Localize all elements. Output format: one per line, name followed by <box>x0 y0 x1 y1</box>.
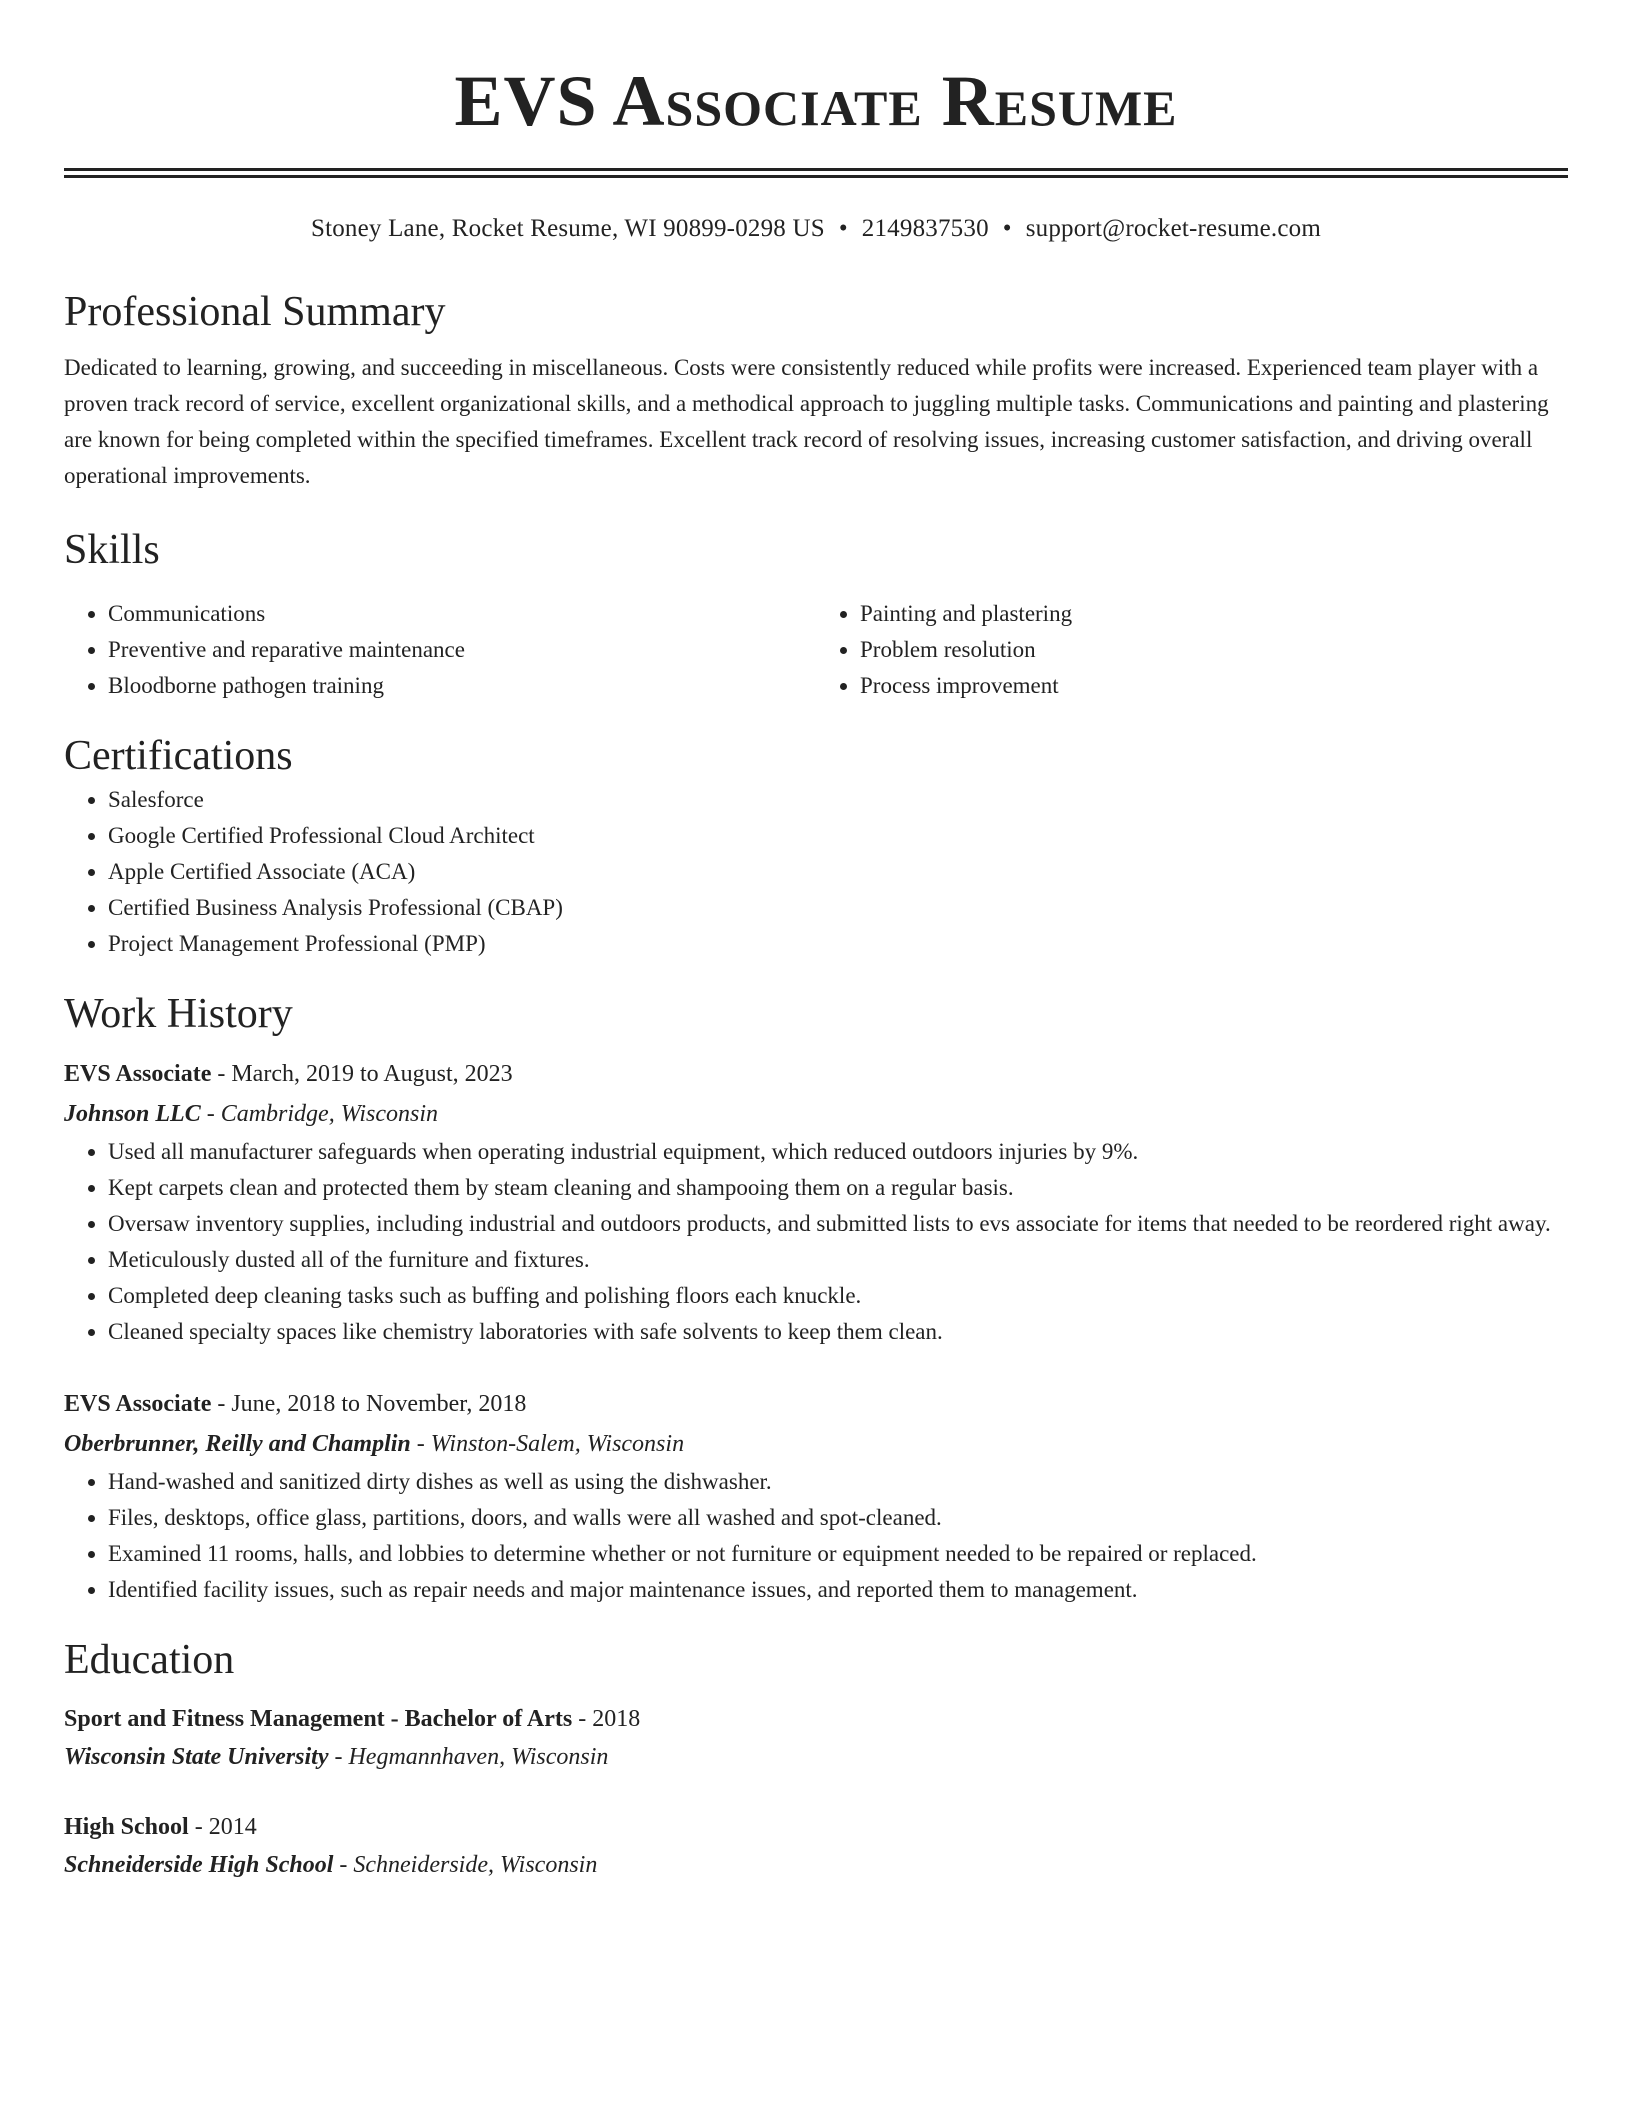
school-line <box>64 1846 1568 1884</box>
job-bullet: • Kept carpets clean and protected them by steam cleaning and shampooing them on a regular basis. <box>108 1170 1568 1206</box>
degree-name: High School <box>64 1814 189 1840</box>
skills-list-left <box>64 596 816 704</box>
contact-phone: 2149837530 <box>861 215 989 242</box>
degree-line <box>64 1808 1568 1846</box>
job-entry <box>64 1384 1568 1608</box>
job-bullets <box>64 1134 1568 1350</box>
skill-item: • Preventive and reparative maintenance <box>108 632 816 668</box>
degree-year: - 2018 <box>572 1706 641 1732</box>
certification-item: • Salesforce <box>108 782 1568 818</box>
job-bullet: • Identified facility issues, such as repair needs and major maintenance issues, and reported them to management. <box>108 1572 1568 1608</box>
job-bullet: • Oversaw inventory supplies, including industrial and outdoors products, and submitted lists to evs associate for items that needed to be reordered right away. <box>108 1206 1568 1242</box>
job-bullet: • Completed deep cleaning tasks such as buffing and polishing floors each knuckle. <box>108 1278 1568 1314</box>
school-location: - Schneiderside, Wisconsin <box>333 1852 598 1878</box>
job-bullet: • Meticulously dusted all of the furniture and fixtures. <box>108 1242 1568 1278</box>
certification-item: • Apple Certified Associate (ACA) <box>108 854 1568 890</box>
summary-heading: Professional Summary <box>64 289 446 335</box>
certification-item: • Google Certified Professional Cloud Architect <box>108 818 1568 854</box>
certifications-heading: Certifications <box>64 733 293 779</box>
title-divider <box>64 168 1568 178</box>
job-location: - Cambridge, Wisconsin <box>200 1101 439 1127</box>
skill-item: • Bloodborne pathogen training <box>108 668 816 704</box>
education-heading: Education <box>64 1637 235 1683</box>
job-role: EVS Associate <box>64 1061 212 1087</box>
job-bullet: • Files, desktops, office glass, partitions, doors, and walls were all washed and spot-cleaned. <box>108 1500 1568 1536</box>
contact-line <box>64 212 1568 246</box>
school-name: Wisconsin State University <box>64 1744 329 1770</box>
skill-item: • Painting and plastering <box>860 596 1568 632</box>
education-entry <box>64 1808 1568 1884</box>
skills-grid <box>64 596 1568 704</box>
contact-separator: • <box>1002 215 1012 242</box>
job-bullet: • Used all manufacturer safeguards when operating industrial equipment, which reduced outdoors injuries by 9%. <box>108 1134 1568 1170</box>
job-dates: - June, 2018 to November, 2018 <box>211 1391 527 1417</box>
contact-separator: • <box>838 215 848 242</box>
school-location: - Hegmannhaven, Wisconsin <box>328 1744 609 1770</box>
job-bullet: • Cleaned specialty spaces like chemistry laboratories with safe solvents to keep them clean. <box>108 1314 1568 1350</box>
job-bullet: • Hand-washed and sanitized dirty dishes as well as using the dishwasher. <box>108 1464 1568 1500</box>
certifications-list <box>64 782 1568 962</box>
degree-name: Sport and Fitness Management - Bachelor of Arts <box>64 1706 573 1732</box>
certification-item: • Certified Business Analysis Professional (CBAP) <box>108 890 1568 926</box>
school-name: Schneiderside High School <box>64 1852 334 1878</box>
resume-title: EVS Associate Resume <box>454 61 1178 141</box>
job-location: - Winston-Salem, Wisconsin <box>410 1431 685 1457</box>
degree-year: - 2014 <box>188 1814 257 1840</box>
job-role: EVS Associate <box>64 1391 212 1417</box>
skill-item: • Process improvement <box>860 668 1568 704</box>
contact-email: support@rocket-resume.com <box>1025 215 1322 242</box>
degree-line <box>64 1700 1568 1738</box>
job-bullets <box>64 1464 1568 1608</box>
job-company: Johnson LLC <box>64 1101 201 1127</box>
job-title-line <box>64 1054 1568 1094</box>
summary-text: Dedicated to learning, growing, and succeeding in miscellaneous. Costs were consistently reduced while profits were increased. Experienced team player with a proven track record of service, excellent organizational skills, and a methodical approach to juggling multiple tasks. Communications and painting and plastering are known for being completed within the specified timeframes. Excellent track record of resolving issues, increasing customer satisfaction, and driving overall operational improvements. <box>64 355 1549 488</box>
work-history-heading: Work History <box>64 991 293 1037</box>
job-company-line <box>64 1424 1568 1464</box>
skill-item: • Communications <box>108 596 816 632</box>
skills-heading: Skills <box>64 527 160 573</box>
skills-column-right <box>816 596 1568 704</box>
school-line <box>64 1738 1568 1776</box>
skill-item: • Problem resolution <box>860 632 1568 668</box>
contact-address: Stoney Lane, Rocket Resume, WI 90899-0298 US <box>310 215 825 242</box>
skills-list-right <box>816 596 1568 704</box>
job-title-line <box>64 1384 1568 1424</box>
certification-item: • Project Management Professional (PMP) <box>108 926 1568 962</box>
job-bullet: • Examined 11 rooms, halls, and lobbies to determine whether or not furniture or equipment needed to be repaired or replaced. <box>108 1536 1568 1572</box>
job-company-line <box>64 1094 1568 1134</box>
education-entry <box>64 1700 1568 1776</box>
skills-column-left <box>64 596 816 704</box>
job-company: Oberbrunner, Reilly and Champlin <box>64 1431 411 1457</box>
job-dates: - March, 2019 to August, 2023 <box>211 1061 513 1087</box>
job-entry <box>64 1054 1568 1350</box>
